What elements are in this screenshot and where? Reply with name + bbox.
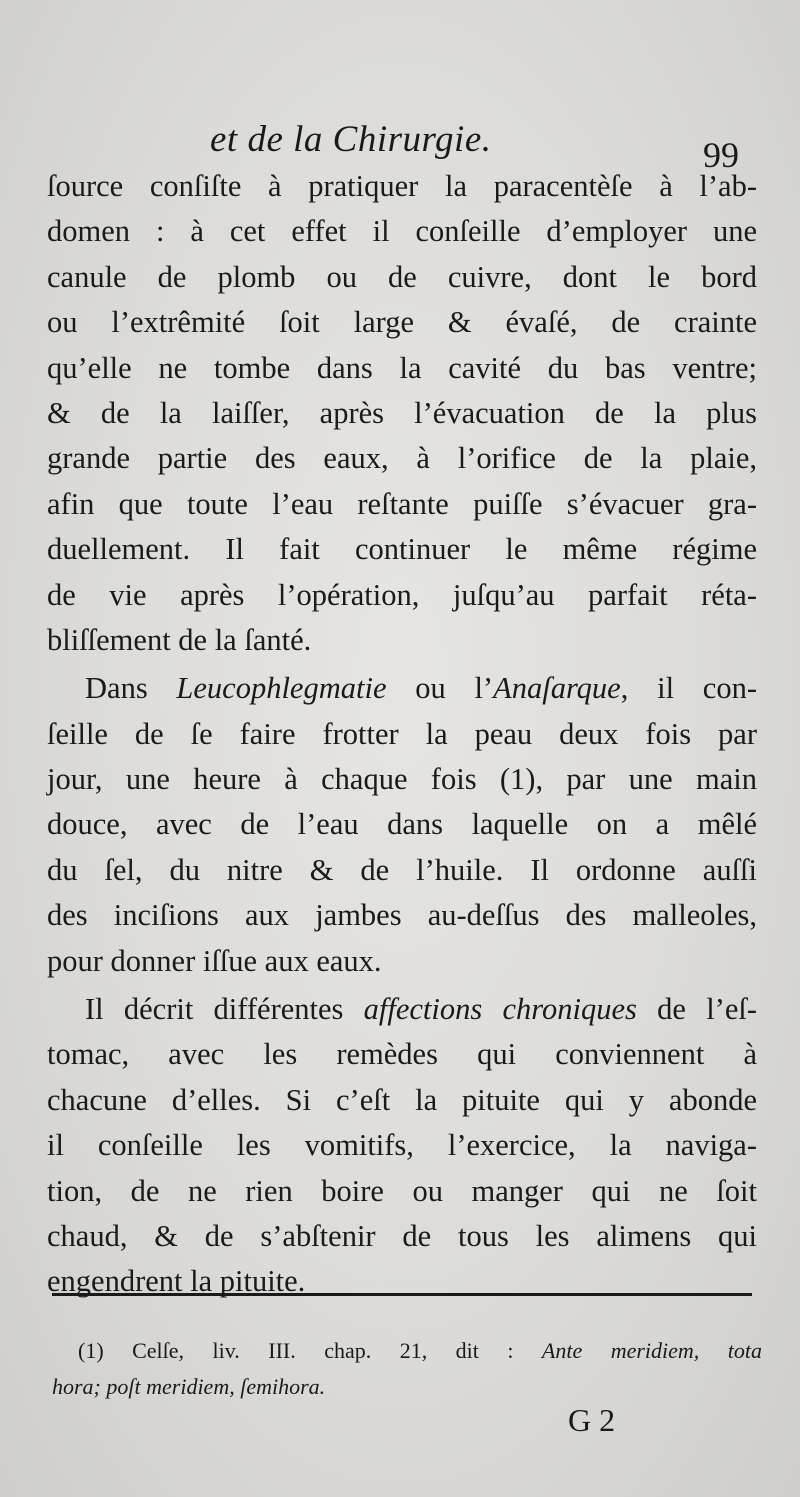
- text-line: engendrent la pituite.: [47, 1264, 306, 1299]
- text-line: ſource conſiſte à pratiquer la paracentèſe à l’ab-: [47, 169, 757, 203]
- body-text: [47, 164, 757, 1305]
- text-line: ſeille de ſe faire frotter la peau deux fois par: [47, 716, 757, 751]
- text-line: douce, avec de l’eau dans laquelle on a mêlé: [47, 807, 757, 842]
- text-line: qu’elle ne tombe dans la cavité du bas ventre;: [47, 350, 757, 385]
- text-line: duellement. Il fait continuer le même régime: [47, 532, 757, 567]
- text-run: ou l’: [386, 671, 494, 706]
- page-number: 99: [703, 135, 739, 175]
- footnote-rule: [52, 1293, 752, 1296]
- text-line: chacune d’elles. Si c’eſt la pituite qui y abonde: [47, 1082, 757, 1117]
- footnote-quote: Ante meridiem, tota: [541, 1338, 762, 1363]
- italic-term: Leucophlegmatie: [176, 671, 387, 706]
- text-run: de l’eſ-: [636, 992, 757, 1027]
- text-line: & de la laiſſer, après l’évacuation de la plus: [47, 395, 757, 430]
- text-line: tomac, avec les remèdes qui conviennent à: [47, 1037, 757, 1072]
- italic-term: affections chroniques: [363, 992, 637, 1027]
- paragraph-2: [47, 666, 757, 984]
- text-line: domen : à cet effet il conſeille d’employer une: [47, 214, 757, 249]
- text-run: Dans: [85, 671, 177, 706]
- footnote-line: [52, 1333, 762, 1369]
- text-run: , il con-: [620, 671, 757, 706]
- running-title: et de la Chirurgie.: [210, 119, 492, 160]
- text-line: [47, 987, 757, 1032]
- footnote-text: (1) Celſe, liv. III. chap. 21, dit :: [78, 1338, 542, 1363]
- italic-term: Anaſarque: [493, 671, 621, 706]
- text-line: bliſſement de la ſanté.: [47, 622, 312, 657]
- text-line: afin que toute l’eau reſtante puiſſe s’évacuer gra-: [47, 486, 757, 521]
- text-line: ou l’extrêmité ſoit large & évaſé, de crainte: [47, 305, 757, 340]
- text-line: tion, de ne rien boire ou manger qui ne ſoit: [47, 1173, 757, 1208]
- page-header: [0, 118, 800, 175]
- footnote: [52, 1333, 762, 1405]
- text-line: du ſel, du nitre & de l’huile. Il ordonne auſſi: [47, 852, 757, 887]
- text-line: de vie après l’opération, juſqu’au parfait réta-: [47, 577, 757, 612]
- text-line: il conſeille les vomitifs, l’exercice, la naviga-: [47, 1128, 757, 1163]
- text-line: jour, une heure à chaque fois (1), par une main: [47, 762, 757, 797]
- text-line: canule de plomb ou de cuivre, dont le bord: [47, 259, 757, 294]
- paragraph-1: [47, 164, 757, 663]
- text-line: grande partie des eaux, à l’orifice de la plaie,: [47, 441, 757, 476]
- text-line: pour donner iſſue aux eaux.: [47, 943, 382, 978]
- signature-mark: G 2: [568, 1402, 616, 1438]
- text-line: [47, 666, 757, 711]
- text-line: chaud, & de s’abſtenir de tous les alimens qui: [47, 1218, 757, 1253]
- text-run: Il décrit différentes: [85, 992, 364, 1027]
- footnote-line: hora; poſt meridiem, ſemihora.: [52, 1374, 326, 1399]
- paragraph-3: [47, 987, 757, 1305]
- text-line: des inciſions aux jambes au-deſſus des malleoles,: [47, 898, 757, 933]
